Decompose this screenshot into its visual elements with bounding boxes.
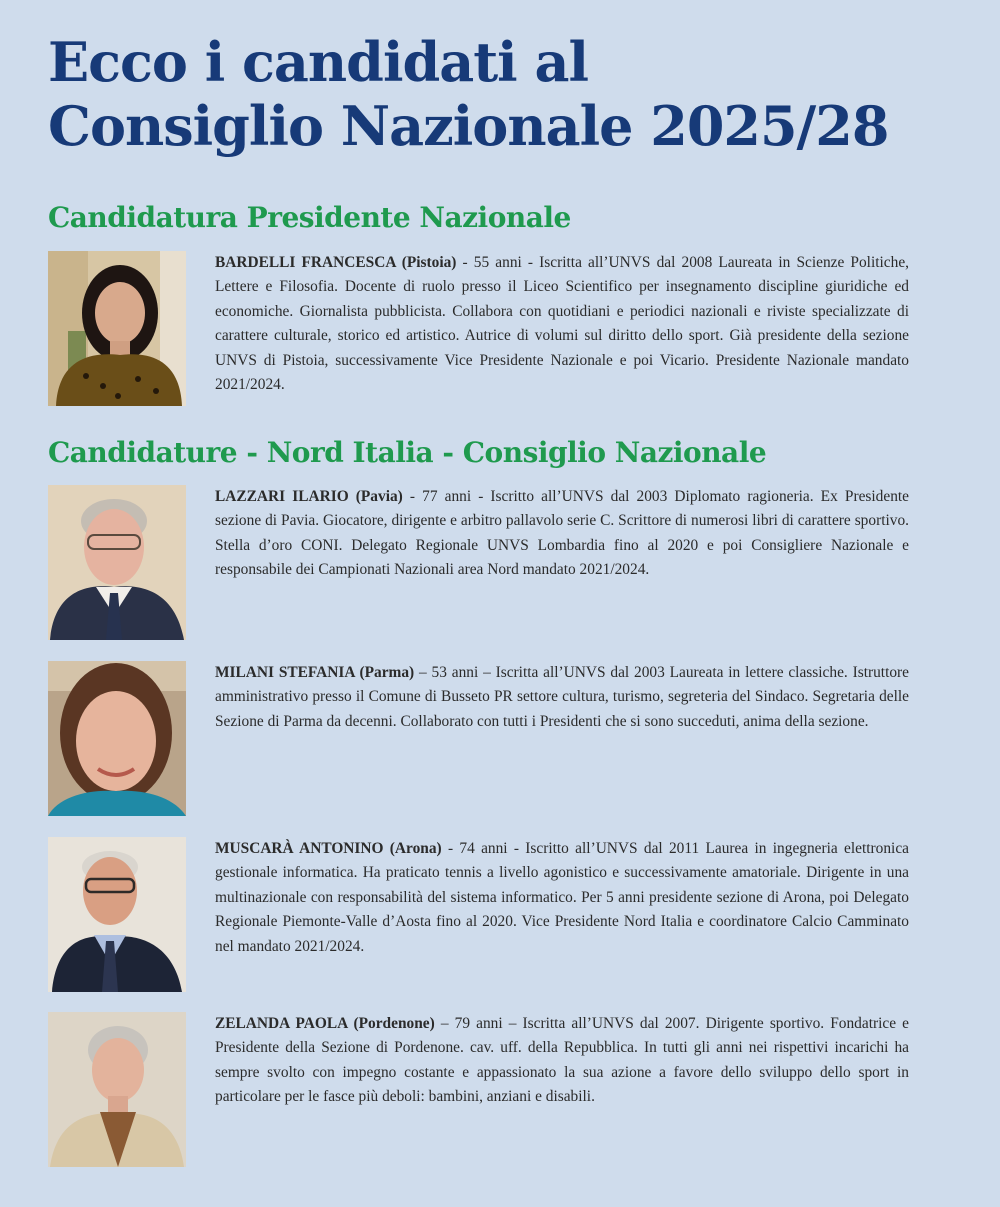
page-title-line-1: Ecco i candidati al bbox=[48, 30, 588, 94]
candidate-card-zelanda bbox=[48, 1012, 918, 1172]
candidate-card-milani bbox=[48, 661, 918, 821]
page-title bbox=[48, 30, 948, 158]
candidate-bio-milani bbox=[215, 661, 909, 734]
candidate-description: - 77 anni - Iscritto all’UNVS dal 2003 Diplomato ragioneria. Ex Presidente sezione di Pavia. Giocatore, dirigente e arbitro pallavolo serie C. Scrittore di numerosi libri di carattere sportivo. Stella d’oro CONI. Delegato Regionale UNVS Lombardia fino al 2020 e poi Consigliere Nazionale e responsabile dei Campionati Nazionali area Nord mandato 2021/2024. bbox=[215, 488, 909, 579]
candidate-card-lazzari bbox=[48, 485, 918, 645]
candidate-photo-milani bbox=[48, 661, 186, 816]
candidate-bio-bardelli bbox=[215, 251, 909, 397]
candidate-description: – 53 anni – Iscritta all’UNVS dal 2003 Laureata in lettere classiche. Istruttore amministrativo presso il Comune di Busseto PR settore cultura, turismo, segreteria del Sindaco. Segretaria delle Sezione di Parma da decenni. Collaborato con tutti i Presidenti che si sono succeduti, anima della sezione. bbox=[215, 664, 909, 730]
candidate-bio-muscara bbox=[215, 837, 909, 959]
section-heading-president: Candidatura Presidente Nazionale bbox=[48, 201, 571, 234]
candidate-name: LAZZARI ILARIO (Pavia) bbox=[215, 488, 403, 505]
candidate-photo-bardelli bbox=[48, 251, 186, 406]
candidate-card-bardelli bbox=[48, 251, 918, 411]
candidate-bio-zelanda bbox=[215, 1012, 909, 1110]
candidate-photo-lazzari bbox=[48, 485, 186, 640]
candidate-photo-muscara bbox=[48, 837, 186, 992]
candidate-description: – 79 anni – Iscritta all’UNVS dal 2007. Dirigente sportivo. Fondatrice e Presidente della Sezione di Pordenone. cav. uff. della Repubblica. In tutti gli anni nei rispettivi incarichi ha sempre svolto con impegno costante e appassionato la sua azione a favore dello sviluppo dello sport in particolare per le fasce più deboli: bambini, anziani e disabili. bbox=[215, 1015, 909, 1106]
candidate-name: BARDELLI FRANCESCA (Pistoia) bbox=[215, 254, 457, 271]
candidate-name: MILANI STEFANIA (Parma) bbox=[215, 664, 415, 681]
candidate-name: MUSCARÀ ANTONINO (Arona) bbox=[215, 840, 442, 857]
candidate-photo-zelanda bbox=[48, 1012, 186, 1167]
candidate-description: - 55 anni - Iscritta all’UNVS dal 2008 Laureata in Scienze Politiche, Lettere e Filosofia. Docente di ruolo presso il Liceo Scientifico per insegnamento discipline giuridiche ed economiche. Giornalista pubblicista. Collabora con quotidiani e periodici nazionali e riviste specializzate di carattere culturale, storico ed artistico. Autrice di volumi sul diritto dello sport. Già presidente della sezione UNVS di Pistoia, successivamente Vice Presidente Nazionale e poi Vicario. Presidente Nazionale mandato 2021/2024. bbox=[215, 254, 909, 394]
candidate-bio-lazzari bbox=[215, 485, 909, 583]
candidate-card-muscara bbox=[48, 837, 918, 997]
section-heading-north: Candidature - Nord Italia - Consiglio Nazionale bbox=[48, 436, 767, 469]
page-title-line-2: Consiglio Nazionale 2025/28 bbox=[48, 94, 889, 158]
candidate-description: - 74 anni - Iscritto all’UNVS dal 2011 Laurea in ingegneria elettronica gestionale informatica. Ha praticato tennis a livello agonistico e successivamente amatoriale. Dirigente in una multinazionale con responsabilità del sistema informatico. Per 5 anni presidente sezione di Arona, poi Delegato Regionale Piemonte-Valle d’Aosta fino al 2020. Vice Presidente Nord Italia e coordinatore Calcio Camminato nel mandato 2021/2024. bbox=[215, 840, 909, 955]
candidate-name: ZELANDA PAOLA (Pordenone) bbox=[215, 1015, 435, 1032]
